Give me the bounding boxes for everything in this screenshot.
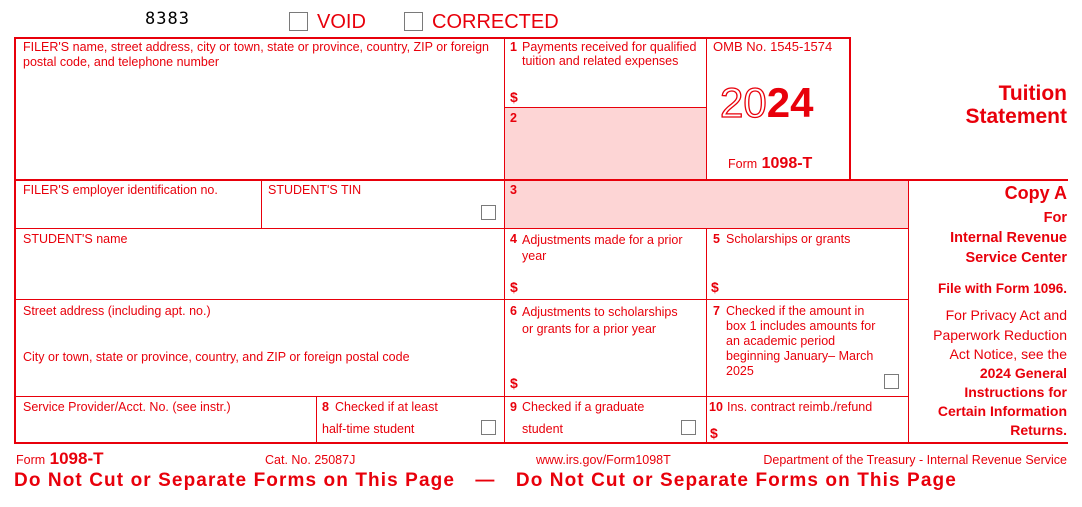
box5-number: 5 (713, 232, 720, 246)
year-prefix: 20 (720, 79, 767, 126)
box8-number: 8 (322, 400, 329, 414)
irs-url: www.irs.gov/Form1098T (536, 453, 671, 467)
form-name: 1098-T (761, 155, 813, 172)
instr-line3: Certain Information (937, 403, 1067, 419)
service-provider-label: Service Provider/Acct. No. (see instr.) (23, 400, 231, 414)
tax-year (720, 80, 813, 126)
void-label: VOID (317, 11, 366, 33)
form-code: 8383 (145, 9, 190, 29)
warning-right: Do Not Cut or Separate Forms on This Page (515, 470, 957, 491)
box3-shading (505, 180, 908, 228)
corrected-label: CORRECTED (432, 11, 559, 33)
filer-name-label: FILER'S name, street address, city or town, state or province, country, ZIP or foreign postal code, and telephone number (23, 40, 490, 69)
box5-dollar: $ (711, 279, 719, 295)
box8-label-line1: Checked if at least (335, 400, 438, 414)
irs-line1: Internal Revenue (950, 230, 1067, 246)
warning-left: Do Not Cut or Separate Forms on This Page (14, 470, 455, 491)
warning-dash: — (475, 470, 496, 491)
footer-form-name: 1098-T (49, 449, 104, 468)
footer-form-word: Form (16, 453, 46, 467)
box8-checkbox[interactable] (481, 420, 496, 435)
city-label: City or town, state or province, country, and ZIP or foreign postal code (23, 350, 410, 364)
filer-ein-label: FILER'S employer identification no. (23, 183, 218, 197)
box8-label-line2: half-time student (322, 422, 415, 436)
box7-checkbox[interactable] (884, 374, 899, 389)
box9-label-line1: Checked if a graduate (522, 400, 645, 414)
box5-label: Scholarships or grants (726, 232, 851, 246)
box6-number: 6 (510, 304, 517, 318)
for-label: For (1043, 210, 1067, 226)
void-checkbox[interactable] (289, 12, 308, 31)
omb-number: OMB No. 1545-1574 (713, 39, 833, 54)
form-id-top (728, 155, 812, 173)
corrected-checkbox[interactable] (404, 12, 423, 31)
box2-number: 2 (510, 111, 517, 125)
instr-line4: Returns. (1010, 422, 1067, 438)
box9-checkbox[interactable] (681, 420, 696, 435)
file-with: File with Form 1096. (937, 281, 1067, 296)
box1-dollar: $ (510, 89, 518, 105)
title-tuition: Tuition (998, 82, 1067, 105)
irs-line2: Service Center (965, 250, 1067, 266)
privacy-line1: For Privacy Act and (945, 307, 1067, 323)
cat-number: Cat. No. 25087J (265, 453, 356, 467)
instr-line1: 2024 General (979, 365, 1067, 381)
privacy-line2: Paperwork Reduction (933, 327, 1067, 343)
department: Department of the Treasury - Internal Revenue Service (763, 453, 1067, 467)
box9-number: 9 (510, 400, 517, 414)
box10-number: 10 (709, 400, 723, 414)
year-suffix: 24 (766, 79, 814, 126)
street-label: Street address (including apt. no.) (23, 304, 211, 318)
footer-form-id (16, 449, 104, 469)
tin-checkbox[interactable] (481, 205, 496, 220)
box4-label: Adjustments made for a prior year (522, 233, 683, 263)
privacy-line3: Act Notice, see the (949, 346, 1067, 362)
box3-number: 3 (510, 183, 517, 197)
form-word: Form (728, 157, 758, 171)
box6-label: Adjustments to scholarships or grants for a prior year (522, 305, 678, 336)
box1-label: Payments received for qualified tuition and related expenses (522, 40, 697, 68)
copy-a: Copy A (1004, 183, 1067, 203)
box9-label-line2: student (522, 422, 564, 436)
box7-label: Checked if the amount in box 1 includes amounts for an academic period beginning January– March 2025 (726, 304, 876, 378)
box4-dollar: $ (510, 279, 518, 295)
student-name-label: STUDENT'S name (23, 232, 128, 246)
box4-number: 4 (510, 232, 517, 246)
do-not-cut-warning (14, 470, 1068, 492)
box7-number: 7 (713, 304, 720, 318)
box6-dollar: $ (510, 375, 518, 391)
box10-label: Ins. contract reimb./refund (727, 400, 873, 414)
box1-number: 1 (510, 40, 517, 54)
instr-line2: Instructions for (964, 384, 1067, 400)
title-statement: Statement (965, 105, 1067, 128)
box2-shading (505, 107, 707, 180)
box10-dollar: $ (710, 425, 718, 441)
student-tin-label: STUDENT'S TIN (268, 183, 362, 197)
